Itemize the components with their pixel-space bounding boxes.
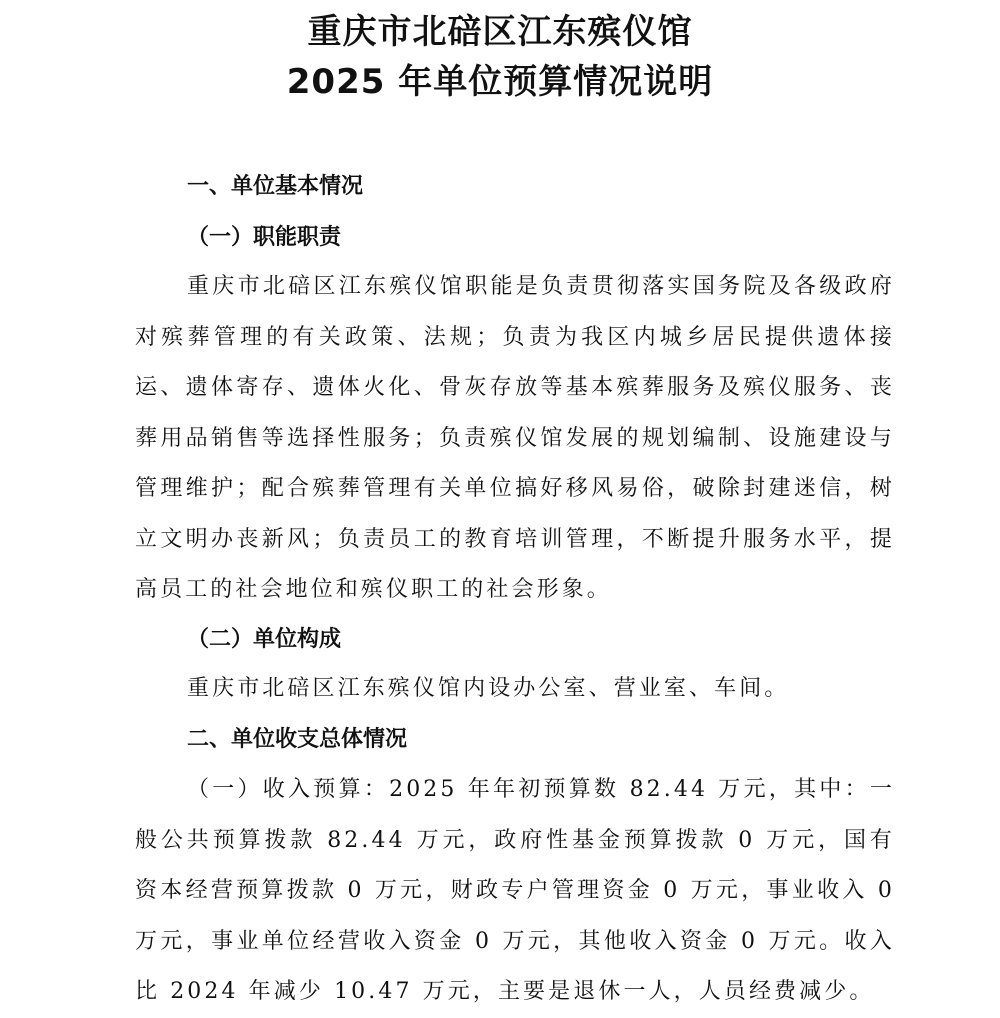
document-title-line2: 2025 年单位预算情况说明 [286,62,714,102]
composition-paragraph: 重庆市北碚区江东殡仪馆内设办公室、营业室、车间。 [187,676,790,701]
income-budget-paragraph: （一）收入预算：2025 年年初预算数 82.44 万元，其中：一般公共预算拨款 82.44 万元，政府性基金预算拨款 0 万元，国有资本经营预算拨款 0 万元，财政专户管理资金 0 万元，事业收入 0 万元，事业单位经营收入资金 0 万元，其他收入资金 0 万元。收入比 2024 年减少 10.47 万元，主要是退休一人，人员经费减少。 [135,777,895,1004]
duties-paragraph: 重庆市北碚区江东殡仪馆职能是负责贯彻落实国务院及各级政府对殡葬管理的有关政策、法规；负责为我区内城乡居民提供遗体接运、遗体寄存、遗体火化、骨灰存放等基本殡葬服务及殡仪服务、丧葬用品销售等选择性服务；负责殡仪馆发展的规划编制、设施建设与管理维护；配合殡葬管理有关单位搞好移风易俗，破除封建迷信，树立文明办丧新风；负责员工的教育培训管理，不断提升服务水平，提高员工的社会地位和殡仪职工的社会形象。 [135,274,895,602]
section1-sub1-heading: （一）职能职责 [187,224,342,250]
section1-sub2-heading: （二）单位构成 [187,626,342,652]
section1-heading: 一、单位基本情况 [187,174,364,199]
document-title-line1: 重庆市北碚区江东殡仪馆 [307,12,693,52]
section2-heading: 二、单位收支总体情况 [187,727,408,752]
